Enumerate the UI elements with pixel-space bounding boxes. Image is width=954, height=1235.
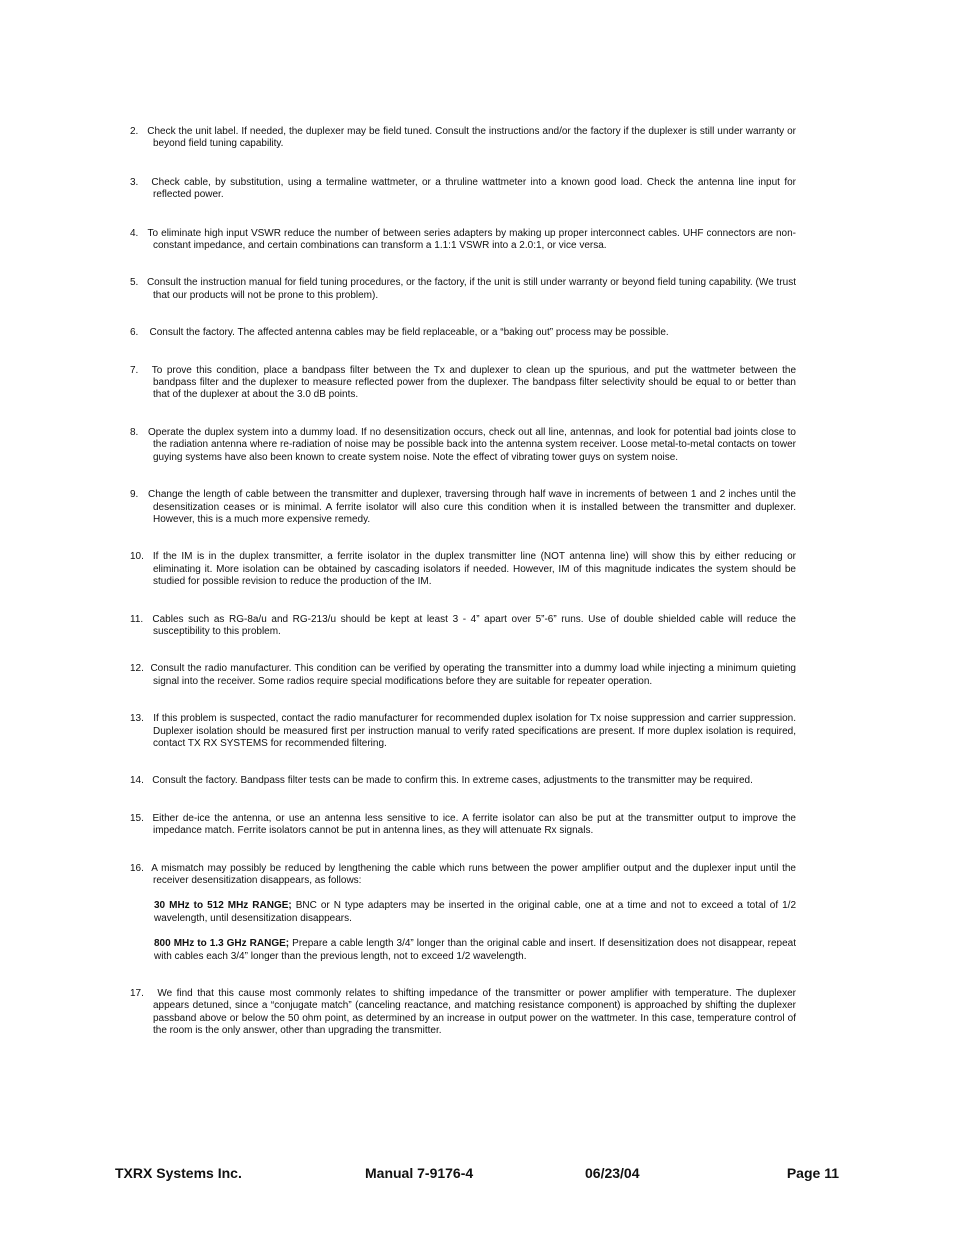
list-item-9	[130, 489, 796, 526]
list-item-13	[130, 713, 796, 750]
item-text: Cables such as RG-8a/u and RG-213/u should be kept at least 3 - 4” apart over 5”-6” runs. Use of double shielded cable will reduce the susceptibility to this problem.	[152, 613, 796, 637]
item-text: To eliminate high input VSWR reduce the number of between series adapters by making up proper interconnect cables. UHF connectors are non-constant impedance, and certain combinations can transform a 1.1:1 VSWR into a 2.0:1, or vice versa.	[147, 227, 796, 252]
item-number: 12.	[130, 663, 144, 675]
item-number: 2.	[130, 126, 139, 137]
troubleshooting-list	[130, 126, 796, 1038]
item-number: 6.	[130, 327, 139, 339]
list-item-12	[130, 663, 796, 688]
item-number: 10.	[130, 551, 144, 563]
list-item-6	[130, 327, 796, 339]
item-text: Operate the duplex system into a dummy load. If no desensitization occurs, check out all line, antennas, and look for potential bad joints close to the radiation antenna where re-radiation of noise may be possible back into the antenna system receiver. Loose metal-to-metal contacts on tower guying systems have also been known to create system noise. Note the effect of vibrating tower guys on system noise.	[147, 426, 796, 463]
footer-date: 06/23/04	[585, 1165, 640, 1181]
list-item-15	[130, 813, 796, 838]
item-text: Check the unit label. If needed, the duplexer may be field tuned. Consult the instructions and/or the factory if the duplexer is still under warranty or beyond field tuning capability.	[147, 126, 797, 150]
item-text: Consult the radio manufacturer. This condition can be verified by operating the transmitter into a dummy load while injecting a minimum quieting signal into the receiver. Some radios require special modifications before they are suitable for repeater operation.	[150, 663, 796, 687]
item-number: 4.	[130, 227, 139, 239]
list-item-11	[130, 614, 796, 639]
item-text: Check cable, by substitution, using a termaline wattmeter, or a thruline wattmeter into a known good load. Check the antenna line input for reflected power.	[151, 176, 796, 201]
list-item-17	[130, 988, 796, 1038]
item-text: Either de-ice the antenna, or use an antenna less sensitive to ice. A ferrite isolator can also be put at the transmitter output to improve the impedance match. Ferrite isolators cannot be put in antenna lines, as they will attenuate Rx signals.	[152, 812, 796, 837]
item-number: 9.	[130, 489, 139, 501]
item-number: 13.	[130, 713, 144, 725]
item-number: 16.	[130, 862, 144, 874]
item-text: Consult the factory. Bandpass filter tests can be made to confirm this. In extreme cases, adjustments to the transmitter may be required.	[152, 775, 753, 787]
item-text: To prove this condition, place a bandpass filter between the Tx and duplexer to clean up the spurious, and put the wattmeter between the bandpass filter and the duplexer to measure reflected power from the duplexer. The bandpass filter selectivity should be equal to or better than that of the duplexer at about the 3.0 dB points.	[151, 364, 797, 401]
list-item-8	[130, 427, 796, 464]
list-item-5	[130, 277, 796, 302]
list-item-2	[130, 126, 796, 151]
item-number: 8.	[130, 426, 139, 438]
list-item-7	[130, 365, 796, 402]
range-note-800mhz	[154, 938, 796, 963]
item-number: 14.	[130, 775, 144, 787]
item-number: 5.	[130, 277, 139, 289]
range-text: BNC or N type adapters may be inserted in the original cable, one at a time and not to exceed a total of 1/2 wavelength, until desensitization disappears.	[154, 900, 797, 924]
item-text: If this problem is suspected, contact the radio manufacturer for recommended duplex isolation for Tx noise suppression and carrier suppression. Duplexer isolation should be measured first per instruction manual to verify rated specifications are present. If more duplex isolation is required, contact TX RX SYSTEMS for recommended filtering.	[153, 713, 796, 749]
footer-page-number: Page 11	[786, 1165, 839, 1181]
range-note-30mhz	[154, 900, 796, 925]
item-text: Change the length of cable between the transmitter and duplexer, traversing through half wave in increments of between 1 and 2 inches until the desensitization ceases or is minimal. A ferrite isolator will also cure this condition when it is installed between the transmitter and duplexer. However, this is a much more expensive remedy.	[148, 489, 796, 525]
item-text: If the IM is in the duplex transmitter, a ferrite isolator in the duplex transmitter line (NOT antenna line) will show this by either reducing or eliminating it. More isolation can be obtained by cascading isolators if needed. However, IM of this magnitude indicates the system should be studied for possible revision to reduce the production of the IM.	[152, 551, 796, 588]
list-item-10	[130, 551, 796, 588]
page-footer	[115, 1165, 839, 1181]
item-number: 17.	[130, 988, 144, 1000]
range-label: 30 MHz to 512 MHz RANGE;	[154, 900, 292, 912]
list-item-16	[130, 863, 796, 963]
item-number: 11.	[130, 613, 144, 625]
footer-company: TXRX Systems Inc.	[115, 1165, 242, 1181]
item-text: Consult the instruction manual for field tuning procedures, or the factory, if the unit is still under warranty or beyond field tuning capability. (We trust that our products will not be prone to this problem).	[146, 277, 796, 301]
item-number: 3.	[130, 176, 139, 188]
list-item-3	[130, 177, 796, 202]
item-number: 7.	[130, 364, 139, 376]
item-text: A mismatch may possibly be reduced by lengthening the cable which runs between the power amplifier output and the duplexer input until the receiver desensitization disappears, as follows:	[151, 862, 796, 886]
item-text: Consult the factory. The affected antenna cables may be field replaceable, or a “baking out” process may be possible.	[149, 327, 669, 339]
item-text: We find that this cause most commonly relates to shifting impedance of the transmitter or power amplifier with temperature. The duplexer appears detuned, since a “conjugate match” (canceling reactance, and matching resistance component) is approached by shifting the duplexer passband above or below the 50 ohm point, as determined by an increase in output power on the wattmeter. In this case, temperature control of the room is the only answer, other than upgrading the transmitter.	[153, 988, 796, 1037]
list-item-14	[130, 775, 796, 787]
footer-manual-number: Manual 7-9176-4	[365, 1165, 474, 1181]
range-label: 800 MHz to 1.3 GHz RANGE;	[154, 938, 290, 950]
list-item-4	[130, 228, 796, 253]
item-number: 15.	[130, 812, 144, 824]
range-text: Prepare a cable length 3/4” longer than the original cable and insert. If desensitization does not disappear, repeat with cables each 3/4” longer than the previous length, not to exceed 1/2 wavelength.	[154, 938, 797, 962]
